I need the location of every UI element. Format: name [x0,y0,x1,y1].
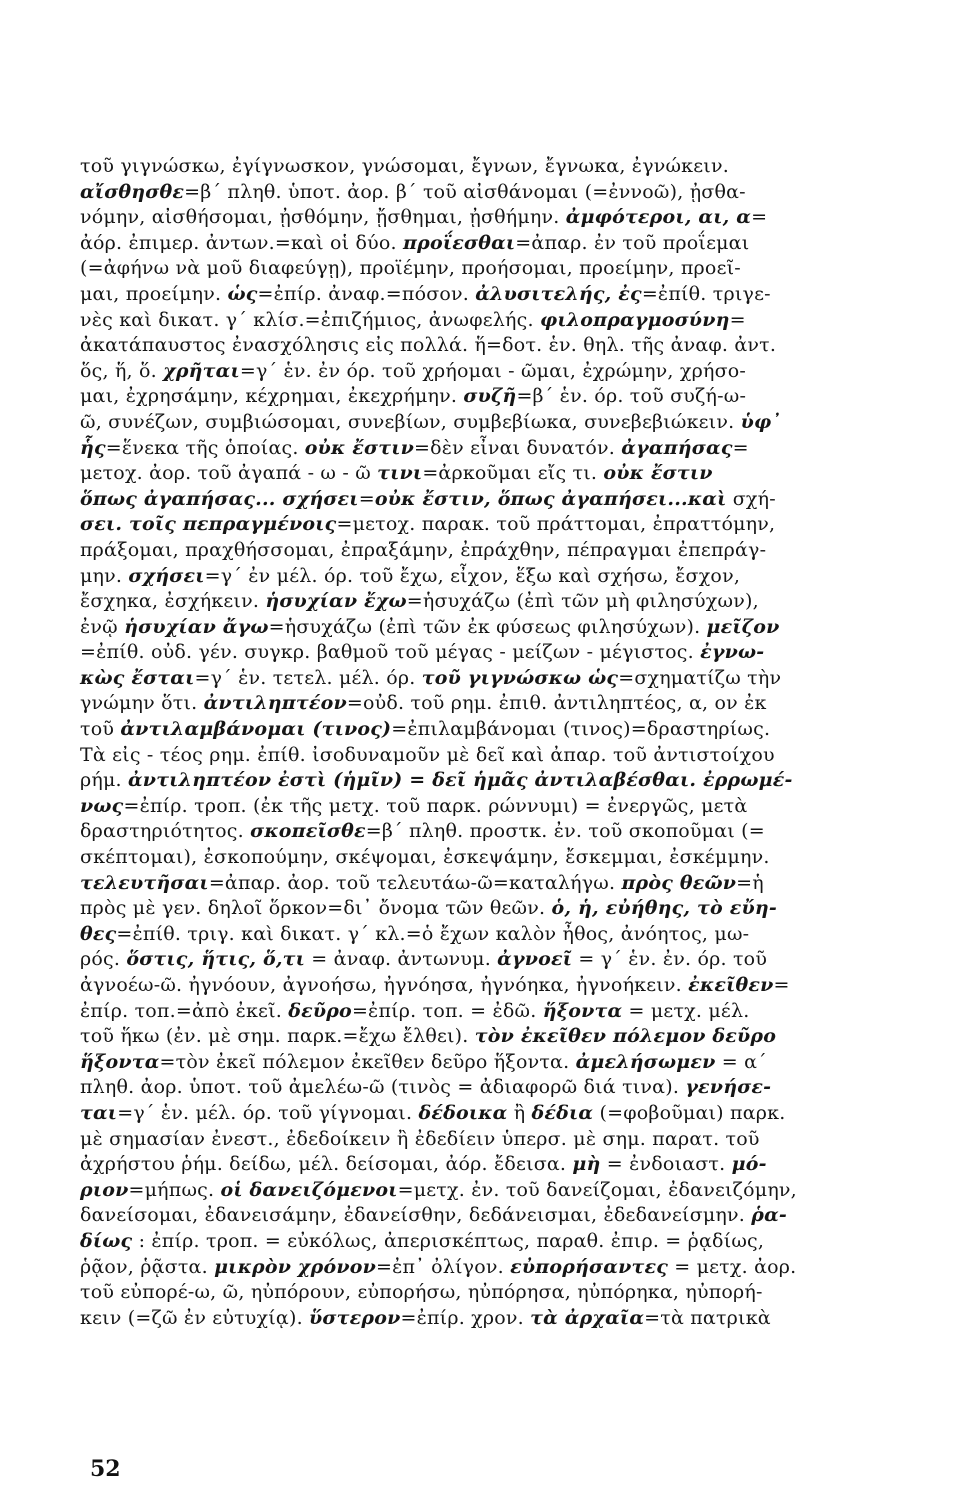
headword: ται [80,1101,118,1124]
text-segment: ὅς, ἥ, ὅ. [80,359,164,382]
headword: ριον [80,1178,129,1201]
headword: ἧς [80,436,106,459]
text-line [80,640,880,666]
text-segment: = ἀναφ. ἀντωνυμ. [305,948,498,971]
headword: συζῆ [463,385,517,408]
text-segment: ῥᾷον, ῥᾷστα. [80,1255,215,1278]
text-line [80,1280,880,1306]
text-segment: =τὸν ἐκεῖ πόλεμον ἐκεῖθεν δεῦρο ἥξοντα. [159,1050,576,1073]
headword: ἀντιληπτέον [203,692,347,715]
headword: χρῆται [163,359,240,382]
text-line [80,1178,880,1204]
headword: προΐεσθαι [403,231,516,254]
text-segment: ἔσχηκα, ἐσχήκειν. [80,590,266,613]
text-segment: = γ΄ ἑν. ἐν. όρ. τοῦ [572,948,768,971]
text-segment: ἢ [507,1101,532,1124]
glossary-text [80,154,880,1331]
text-line [80,538,880,564]
headword: τοῦ γιγνώσκω ὡς [421,666,619,689]
text-segment: =γ΄ ἑν. ἐν όρ. τοῦ χρήομαι - ῶμαι, ἐχρώμην, χρήσο- [239,359,747,382]
text-line [80,180,880,206]
headword: θες [80,922,117,945]
text-line [80,973,880,999]
text-line [80,1229,880,1255]
headword: φιλοπραγμοσύνη [539,308,730,331]
text-segment: μετοχ. ἀορ. τοῦ ἀγαπά - ω - ῶ [80,462,378,485]
headword: ἡσυχίαν ἔχω [265,590,407,613]
text-segment: =ἐπίθ. τριγ. καὶ δικατ. γ΄ κλ.=ὁ ἔχων καλὸν ἦθος, ἀνόητος, μω- [116,922,750,945]
text-line [80,1306,880,1332]
text-segment: =ἕνεκα τῆς ὁποίας. [105,436,305,459]
text-segment: πράξομαι, πραχθήσσομαι, ἐπραξάμην, ἐπράχθην, πέπραγμαι ἐπεπράγ- [80,538,767,561]
text-segment: =ἀπαρ. ἀορ. τοῦ τελευτάω-ῶ=καταλήγω. [208,871,622,894]
text-segment: =ἐπίρ. τροπ. (ἐκ τῆς μετχ. τοῦ παρκ. ρώννυμι) = ἐνεργῶς, μετὰ [123,794,748,817]
headword: αἴσθησθε [80,180,185,203]
headword: ὑφ᾽ [740,410,782,433]
headword: οὐκ ἔστιν [304,436,415,459]
headword: οὐκ ἔστιν [603,462,713,485]
text-segment: πληθ. ἀορ. ὑποτ. τοῦ ἀμελέω-ῶ (τινὸς = ἀδιαφορῶ διά τινα). [80,1076,686,1099]
text-segment: =μετοχ. παρακ. τοῦ πράττομαι, ἐπραττόμην, [336,513,776,536]
text-segment: τοῦ ἥκω (ἐν. μὲ σημ. παρκ.=ἔχω ἔλθει). [80,1025,475,1048]
headword: δέδια [531,1101,594,1124]
text-line [80,512,880,538]
text-segment: =β΄ ἑν. όρ. τοῦ συζή-ω- [516,385,747,408]
text-segment: = [732,436,749,459]
text-segment: = μετχ. μέλ. [622,999,750,1022]
text-segment: (=ἀφήνω νὰ μοῦ διαφεύγῃ), προϊέμην, προήσομαι, προείμην, προεῖ- [80,257,741,280]
headword: σχήσει [128,564,205,587]
text-line [80,359,880,385]
text-line [80,1075,880,1101]
text-segment: Τὰ εἰς - τέος ρημ. ἐπίθ. ἰσοδυναμοῦν μὲ δεῖ καὶ ἀπαρ. τοῦ ἀντιστοίχου [80,743,775,766]
text-segment: =ἡσυχάζω (ἐπὶ τῶν μὴ φιλησύχων), [406,590,759,613]
text-segment: τοῦ εὐπορέ-ω, ῶ, ηὐπόρουν, εὐπορήσω, ηὐπόρησα, ηὐπόρηκα, ηὐπορή- [80,1281,763,1304]
text-line [80,282,880,308]
text-segment: : ἐπίρ. τροπ. = εὐκόλως, ἀπερισκέπτως, παραθ. ἐπιρ. = ῥᾳδίως, [132,1229,765,1252]
headword: σει. τοῖς πεπραγμένοις [80,513,337,536]
text-segment: τοῦ [80,718,121,741]
text-segment: =ἐπίθ. τριγε- [641,282,771,305]
headword: μό- [731,1153,767,1176]
headword: τὰ ἀρχαῖα [530,1306,645,1329]
text-line [80,1101,880,1127]
headword: νως [80,794,124,817]
text-line [80,947,880,973]
text-segment: =ἀπαρ. ἐν τοῦ προΐεμαι [515,231,750,254]
text-line [80,871,880,897]
text-segment: σχή- [726,487,776,510]
text-segment: =οὐδ. τοῦ ρημ. ἐπιθ. ἀντιληπτέος, α, ον ἐκ [346,692,767,715]
text-segment: (=φοβοῦμαι) παρκ. [593,1101,786,1124]
headword: ἥξοντα [80,1050,160,1073]
headword: ἡσυχίαν ἄγω [124,615,269,638]
text-segment: μην. [80,564,129,587]
headword: ἀντιλαμβάνομαι (τινος) [120,718,392,741]
headword: μικρὸν χρόνον [214,1255,376,1278]
headword: ἥξοντα [542,999,623,1022]
text-line [80,1152,880,1178]
text-line [80,999,880,1025]
text-segment: =τὰ πατρικὰ [644,1306,771,1329]
text-line [80,743,880,769]
text-line [80,333,880,359]
text-segment: = μετχ. ἀορ. [667,1255,797,1278]
text-segment: =ἐπίθ. οὐδ. γέν. συγκρ. βαθμοῦ τοῦ μέγας - μείζων - μέγιστος. [80,641,701,664]
text-line [80,589,880,615]
text-line [80,666,880,692]
headword: ἀγαπήσας [621,436,733,459]
headword: ἀμφότεροι, αι, α [565,206,752,229]
headword: ὕστερον [309,1306,401,1329]
page-number: 52 [90,1456,121,1482]
text-segment: = [358,487,375,510]
text-segment: = [751,206,768,229]
headword: δίως [80,1229,133,1252]
text-line [80,487,880,513]
text-segment: =ἡσυχάζω (ἐπὶ τῶν ἐκ φύσεως φιλησύχων). [268,615,707,638]
text-line [80,896,880,922]
text-segment: κειν (=ζῶ ἐν εὐτυχίᾳ). [80,1306,310,1329]
text-line [80,691,880,717]
text-segment: νόμην, αἰσθήσομαι, ᾐσθόμην, ᾔσθημαι, ᾐσθήμην. [80,206,566,229]
text-segment: ῶ, συνέζων, συμβιώσομαι, συνεβίων, συμβεβίωκα, συνεβεβιώκειν. [80,410,741,433]
text-segment: =μετχ. ἐν. τοῦ δανείζομαι, ἐδανειζόμην, [397,1178,797,1201]
text-segment: =σχηματίζω τὴν [618,666,782,689]
text-segment: γνώμην ὅτι. [80,692,204,715]
text-line [80,384,880,410]
text-line [80,768,880,794]
headword: ἐγνω- [700,641,765,664]
text-segment: μαι, ἐχρησάμην, κέχρημαι, ἐκεχρήμην. [80,385,464,408]
headword: μὴ [572,1153,601,1176]
text-line [80,1127,880,1153]
text-segment: =ἀρκοῦμαι εἴς τι. [422,462,604,485]
headword: ὁ, ἡ, εὐήθης, τὸ εὔη- [551,897,777,920]
text-line [80,564,880,590]
headword: ἐκεῖθεν [688,974,774,996]
text-line [80,794,880,820]
text-segment: =ἐπίρ. ἀναφ.=πόσον. [257,282,476,305]
text-segment: μαι, προείμην. [80,282,228,305]
text-line [80,717,880,743]
text-line [80,231,880,257]
text-segment: ἀόρ. ἐπιμερ. ἀντων.=καὶ οἱ δύο. [80,231,404,254]
text-segment: ρός. [80,948,127,971]
text-segment: ἀκατάπαυστος ἐνασχόλησις εἰς πολλά. ἥ=δοτ. ἑν. θηλ. τῆς ἀναφ. ἀντ. [80,334,777,357]
headword: πρὸς θεῶν [621,871,737,894]
text-line [80,1255,880,1281]
headword: ἀλυσιτελής, ἐς [475,282,642,305]
headword: τινι [377,462,423,485]
text-line [80,819,880,845]
text-segment: ρήμ. [80,769,128,792]
text-line [80,154,880,180]
text-segment: =γ΄ ἑν. τετελ. μέλ. όρ. [194,666,422,689]
text-segment: νὲς καὶ δικατ. γ΄ κλίσ.=ἐπιζήμιος, ἀνωφελής. [80,308,540,331]
headword: σκοπεῖσθε [250,820,366,843]
text-line [80,308,880,334]
headword: οἱ δανειζόμενοι [220,1178,398,1201]
text-segment: = [773,974,790,996]
text-line [80,436,880,462]
text-segment: =ἐπίρ. τοπ. = ἐδῶ. [351,999,543,1022]
text-segment: δανείσομαι, ἐδανεισάμην, ἐδανείσθην, δεδάνεισμαι, ἐδεδανείσμην. [80,1204,752,1227]
text-line [80,256,880,282]
text-segment: =ἡ [736,871,764,894]
headword: ῥα- [751,1204,787,1227]
text-segment: =ἐπίρ. χρον. [400,1306,531,1329]
text-segment: πρὸς μὲ γεν. δηλοῖ ὅρκον=δι᾽ ὄνομα τῶν θεῶν. [80,897,552,920]
text-line [80,922,880,948]
text-segment: ἐνῷ [80,615,125,638]
text-line [80,410,880,436]
text-segment: σκέπτομαι), ἐσκοπούμην, σκέψομαι, ἐσκεψάμην, ἔσκεμμαι, ἐσκέμμην. [80,846,770,869]
text-segment: ἐπίρ. τοπ.=ἀπὸ ἐκεῖ. [80,999,289,1022]
text-segment: = α΄ [715,1050,767,1073]
text-segment: =β΄ πληθ. ὑποτ. ἀορ. β΄ τοῦ αἰσθάνομαι (=ἐννοῶ), ᾐσθα- [184,180,746,203]
headword: οὐκ ἔστιν, ὅπως ἀγαπήσει...καὶ [374,487,727,510]
headword: ὅπως ἀγαπήσας... σχήσει [80,487,359,510]
headword: εὐπορήσαντες [510,1255,668,1278]
text-segment: ἀγνοέω-ῶ. ἠγνόουν, ἀγνοήσω, ἠγνόησα, ἠγνόηκα, ἠγνοήκειν. [80,974,689,996]
headword: κὼς ἔσται [80,666,195,689]
text-segment: =μήπως. [128,1178,221,1201]
text-segment: =ἐπ᾽ ὀλίγον. [375,1255,511,1278]
text-segment: τοῦ γιγνώσκω, ἐγίγνωσκον, γνώσομαι, ἔγνων, ἔγνωκα, ἐγνώκειν. [80,155,729,177]
headword: ἀντιληπτέον ἐστὶ (ἡμῖν) = δεῖ ἡμᾶς ἀντιλαβέσθαι. ἐρρωμέ- [127,769,793,792]
headword: δεῦρο [288,999,352,1022]
text-line [80,205,880,231]
text-segment: μὲ σημασίαν ἐνεστ., ἐδεδοίκειν ἢ ἐδεδίειν ὑπερσ. μὲ σημ. παρατ. τοῦ [80,1127,760,1150]
headword: τελευτῆσαι [80,871,209,894]
text-segment: =ἐπιλαμβάνομαι (τινος)=δραστηρίως. [391,718,771,741]
headword: γενήσε- [685,1076,772,1099]
headword: ἀγνοεῖ [497,948,573,971]
headword: ὅστις, ἥτις, ὅ,τι [126,948,306,971]
text-line [80,615,880,641]
text-segment: =γ΄ ἐν μέλ. όρ. τοῦ ἔχω, εἶχον, ἕξω καὶ σχήσω, ἔσχον, [204,564,741,587]
text-segment: =β΄ πληθ. προστκ. ἐν. τοῦ σκοποῦμαι (= [365,820,765,843]
text-line [80,1024,880,1050]
text-line [80,1050,880,1076]
text-line [80,1203,880,1229]
text-segment: = [729,308,746,331]
text-segment: =δὲν εἶναι δυνατόν. [414,436,622,459]
text-segment: δραστηριότητος. [80,820,251,843]
headword: ἀμελήσωμεν [575,1050,716,1073]
headword: ὡς [227,282,258,305]
headword: δέδοικα [418,1101,508,1124]
text-segment: =γ΄ ἑν. μέλ. όρ. τοῦ γίγνομαι. [117,1101,419,1124]
text-line [80,845,880,871]
text-line [80,461,880,487]
headword: μεῖζον [706,615,780,638]
text-segment: ἀχρήστου ῥήμ. δείδω, μέλ. δείσομαι, ἀόρ. ἔδεισα. [80,1153,573,1176]
headword: τὸν ἐκεῖθεν πόλεμον δεῦρο [474,1025,777,1048]
text-segment: = ἐνδοιαστ. [600,1153,732,1176]
